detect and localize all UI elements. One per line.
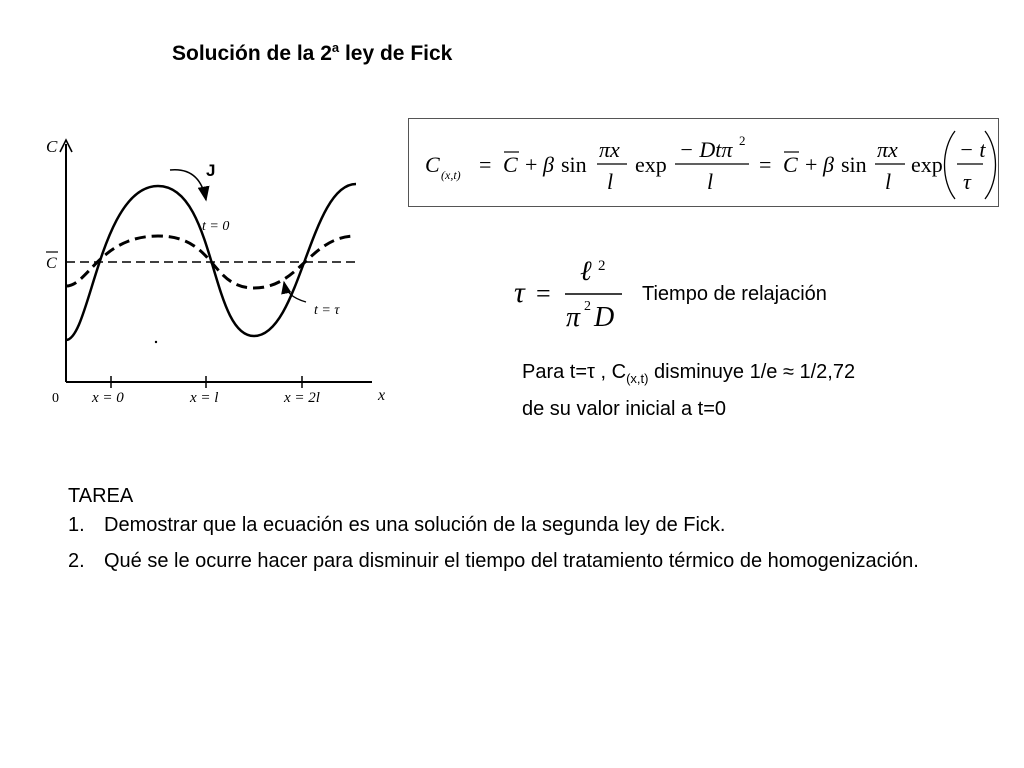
tarea-item xyxy=(68,511,948,539)
svg-text:(x,t): (x,t) xyxy=(441,168,461,182)
svg-text:l: l xyxy=(607,169,614,194)
origin-label: 0 xyxy=(52,391,59,406)
svg-text:D: D xyxy=(594,302,615,333)
solution-equation xyxy=(409,119,998,206)
svg-text:exp: exp xyxy=(635,152,667,177)
svg-text:πx: πx xyxy=(877,137,898,162)
tarea-item-number: 2. xyxy=(68,550,85,572)
svg-text:l: l xyxy=(885,169,892,194)
svg-text:l: l xyxy=(707,169,714,194)
svg-text:C: C xyxy=(425,152,440,177)
svg-text:exp: exp xyxy=(911,152,943,177)
tarea-item-text: Demostrar que la ecuación es una solución de la segunda ley de Fick. xyxy=(104,514,726,536)
explanation-line-1: Para t=τ , $C_{(x,t)}$ disminuye 1/e ≈ 1/2,72 xyxy=(522,361,856,386)
svg-text:=: = xyxy=(759,152,772,177)
x-tick-l: x = l xyxy=(190,390,219,406)
curve-label-t0: t = 0 xyxy=(202,219,230,234)
x-axis-label: x xyxy=(378,387,386,404)
tarea-item-text: Qué se le ocurre hacer para disminuir el tiempo del tratamiento térmico de homogenización. xyxy=(104,550,919,572)
tarea-item xyxy=(68,547,948,575)
svg-text:=: = xyxy=(479,152,492,177)
svg-text:τ: τ xyxy=(514,276,525,309)
x-tick-2l: x = 2l xyxy=(284,390,320,406)
curve-label-tau: t = τ xyxy=(314,303,340,318)
y-axis-label: C xyxy=(46,137,58,156)
tarea-item-number: 1. xyxy=(68,514,85,536)
svg-text:ℓ: ℓ xyxy=(580,256,592,287)
svg-text:sin: sin xyxy=(561,152,587,177)
svg-text:2: 2 xyxy=(598,258,606,274)
flux-label: J xyxy=(206,161,216,180)
tarea-heading: TAREA xyxy=(68,485,134,507)
svg-text:πx: πx xyxy=(599,137,620,162)
tarea-list xyxy=(68,511,948,583)
explanation-line-2: de su valor inicial a t=0 xyxy=(522,398,727,420)
svg-text:+: + xyxy=(525,152,538,177)
svg-text:+: + xyxy=(805,152,818,177)
relaxation-time-formula xyxy=(510,250,635,335)
svg-text:τ: τ xyxy=(963,169,971,194)
svg-text:=: = xyxy=(536,279,551,308)
svg-text:C: C xyxy=(503,152,518,177)
svg-text:sin: sin xyxy=(841,152,867,177)
x-tick-0: x = 0 xyxy=(92,390,124,406)
relaxation-time-label: Tiempo de relajación xyxy=(642,283,827,305)
svg-text:− t: − t xyxy=(959,137,986,162)
svg-text:2: 2 xyxy=(739,133,746,148)
slide-title: Solución de la 2$^a$ ley de Fick xyxy=(172,40,453,65)
relaxation-explanation xyxy=(522,357,855,424)
svg-text:C: C xyxy=(783,152,798,177)
svg-text:β: β xyxy=(543,152,554,177)
mean-label: C xyxy=(46,255,57,272)
svg-text:− Dtπ: − Dtπ xyxy=(679,137,733,162)
solution-equation-box xyxy=(408,118,999,207)
svg-text:2: 2 xyxy=(584,299,591,314)
svg-text:β: β xyxy=(823,152,834,177)
concentration-profile-figure xyxy=(30,130,410,420)
svg-text:π: π xyxy=(566,302,581,333)
flux-arrow xyxy=(170,170,206,200)
